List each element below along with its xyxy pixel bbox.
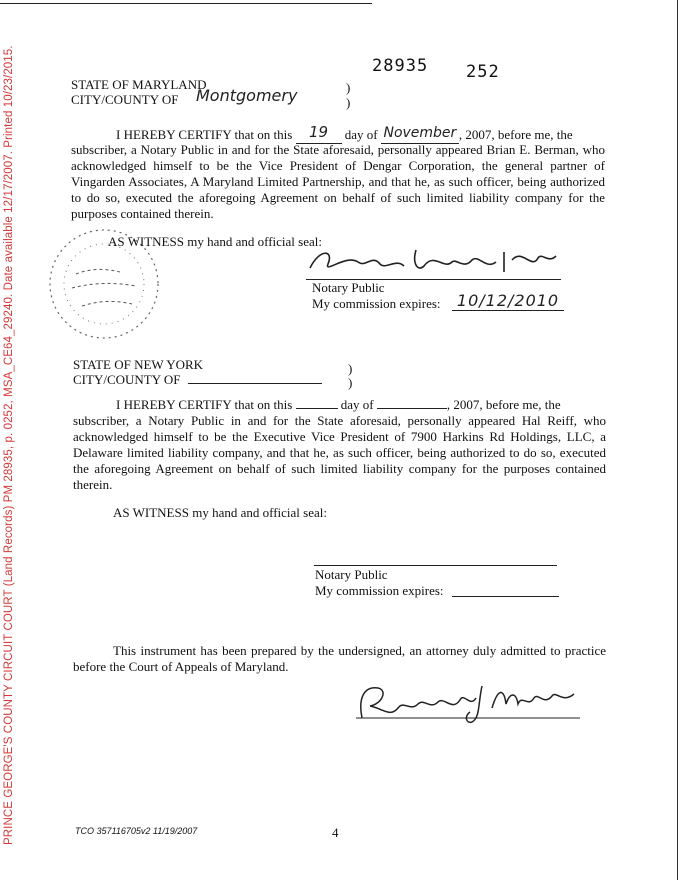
- ny-bracket-1: ): [348, 361, 353, 376]
- top-border-line: [0, 3, 372, 4]
- ny-notary-signature-line: [314, 565, 557, 566]
- md-cert-prefix: I HEREBY CERTIFY that on this: [116, 127, 293, 142]
- ny-cert-first-line: [116, 397, 606, 413]
- ny-county-blank: [188, 372, 322, 384]
- ny-commission-blank: [452, 585, 559, 597]
- md-day-of: day of: [344, 127, 378, 142]
- md-county-handwritten: Montgomery: [196, 86, 298, 105]
- document-reference: TCO 357116705v2 11/19/2007: [75, 826, 198, 836]
- preparation-statement: This instrument has been prepared by the undersigned, an attorney duly admitted to practice before the Court of Appeals of Maryland.: [73, 643, 606, 674]
- page-number-stamp: 252: [466, 62, 500, 82]
- ny-county-label: CITY/COUNTY OF: [73, 372, 181, 387]
- ny-commission-label: My commission expires:: [315, 583, 444, 598]
- right-border-line: [677, 0, 678, 880]
- ny-bracket-2: ): [348, 375, 353, 390]
- ny-month-blank: [377, 397, 447, 409]
- md-month-handwritten: November: [383, 125, 457, 141]
- ny-cert-prefix: I HEREBY CERTIFY that on this: [116, 397, 293, 412]
- ny-year-continue: , 2007, before me, the: [446, 397, 561, 412]
- recording-number: 28935: [372, 56, 429, 76]
- md-state-line: STATE OF MARYLAND: [71, 77, 207, 92]
- md-bracket-2: ): [346, 95, 351, 110]
- md-bracket-1: ): [346, 80, 351, 95]
- ny-state-line: STATE OF NEW YORK: [73, 357, 204, 372]
- page-number: 4: [332, 825, 339, 840]
- md-cert-body: subscriber, a Notary Public in and for the State aforesaid, personally appeared Brian E. Berman, who acknowledged himself to be the Vice President of Dengar Corporation, the general partner of Vingarden Associates, A Maryland Limited Partnership, and that he, as such officer, being authorized to do so, executed the aforegoing Agreement on behalf of such limited liability company for the purposes contained therein.: [71, 142, 605, 221]
- ny-cert-body: subscriber, a Notary Public in and for the State aforesaid, personally appeared Hal Reiff, who acknowledged himself to be the Executive Vice President of 7900 Harkins Rd Holdings, LLC, a Delaware limited liability company, and that he, as such officer, being authorized to do so, executed the aforegoing Agreement on behalf of such limited liability company for the purposes contained therein.: [73, 413, 606, 492]
- md-witness: AS WITNESS my hand and official seal:: [108, 234, 322, 249]
- md-notary-signature: [306, 240, 564, 280]
- recording-side-stamp: PRINCE GEORGE'S COUNTY CIRCUIT COURT (Land Records) PM 28935, p. 0252, MSA_CE64_29240. Date available 12/17/2007. Printed 10/23/2015.: [3, 45, 15, 845]
- ny-notary-label: Notary Public: [315, 567, 388, 582]
- md-county-label: CITY/COUNTY OF: [71, 92, 179, 107]
- md-day-handwritten: 19: [308, 123, 329, 141]
- attorney-signature: [352, 678, 584, 726]
- md-year-continue: , 2007, before me, the: [458, 127, 573, 142]
- ny-day-of: day of: [340, 397, 374, 412]
- ny-day-blank: [296, 397, 338, 409]
- md-commission-label: My commission expires:: [312, 296, 441, 311]
- md-commission-handwritten: 10/12/2010: [456, 291, 560, 310]
- ny-witness: AS WITNESS my hand and official seal:: [113, 505, 327, 520]
- md-notary-label: Notary Public: [312, 280, 385, 295]
- md-commission-blank: [452, 293, 564, 311]
